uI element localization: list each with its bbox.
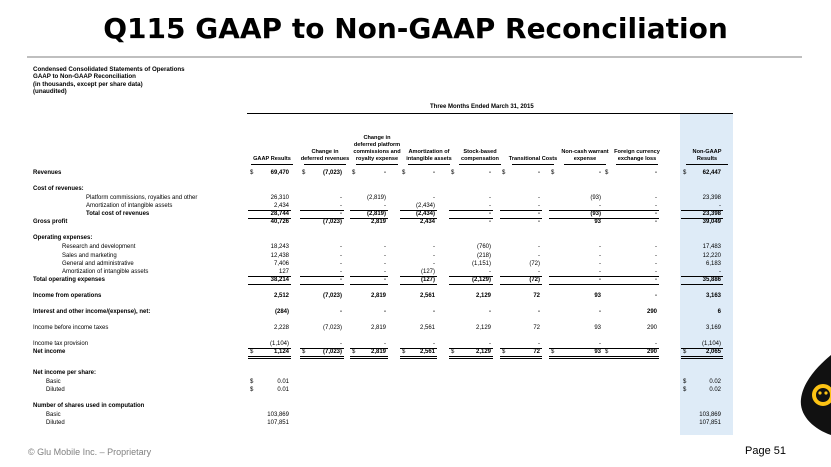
table-cell: - [384, 244, 386, 250]
dollar-sign: $ [451, 170, 455, 176]
double-underline [681, 356, 723, 359]
row-label: Interest and other income/(expense), net: [33, 309, 151, 315]
underline [500, 218, 542, 219]
dollar-sign: $ [250, 349, 254, 355]
table-cell: - [340, 261, 342, 267]
table-cell: - [599, 253, 601, 259]
table-cell: - [489, 170, 491, 176]
table-cell: - [433, 195, 435, 201]
row-label: Sales and marketing [62, 253, 117, 259]
table-cell: - [489, 219, 491, 225]
table-cell: - [538, 195, 540, 201]
dollar-sign: $ [683, 387, 687, 393]
footer-copyright: © Glu Mobile Inc. – Proprietary [28, 447, 152, 457]
table-cell: - [538, 309, 540, 315]
table-cell: - [599, 203, 601, 209]
underline [603, 210, 659, 211]
table-cell: - [340, 277, 342, 283]
table-cell: (127) [420, 277, 435, 283]
statement-heading-line: Condensed Consolidated Statements of Operations [33, 66, 185, 73]
table-cell: (7,023) [322, 325, 342, 331]
table-cell: - [538, 170, 540, 176]
row-label: Net income [33, 349, 66, 355]
double-underline [500, 356, 542, 359]
table-cell: - [655, 195, 657, 201]
row-label: Revenues [33, 170, 62, 176]
table-cell: - [433, 244, 435, 250]
table-cell: (760) [476, 244, 491, 250]
non-gaap-value: 107,851 [699, 420, 721, 426]
table-cell: 72 [533, 349, 540, 355]
underline [449, 210, 493, 211]
table-cell: - [655, 244, 657, 250]
table-cell: 40,726 [270, 219, 289, 225]
dollar-sign: $ [605, 349, 609, 355]
table-cell: 26,310 [270, 195, 289, 201]
dollar-sign: $ [250, 170, 254, 176]
table-cell: 12,220 [702, 253, 721, 259]
table-cell: 23,398 [702, 211, 721, 217]
table-cell: - [655, 269, 657, 275]
dollar-sign: $ [502, 170, 506, 176]
table-cell: 3,169 [705, 325, 721, 331]
table-cell: 6 [717, 309, 721, 315]
table-cell: (284) [274, 309, 289, 315]
dollar-sign: $ [605, 170, 609, 176]
underline [681, 284, 723, 285]
table-cell: - [489, 309, 491, 315]
table-cell: - [384, 253, 386, 259]
table-cell: - [599, 277, 601, 283]
row-label: Cost of revenues: [33, 186, 84, 192]
column-header-rule [459, 164, 501, 165]
table-cell: - [433, 170, 435, 176]
underline [449, 218, 493, 219]
double-underline [400, 356, 437, 359]
table-cell: (2,434) [415, 203, 435, 209]
dollar-sign: $ [302, 170, 306, 176]
table-cell: - [489, 341, 491, 347]
dollar-sign: $ [683, 349, 687, 355]
table-cell: 2,129 [475, 325, 491, 331]
table-cell: - [340, 269, 342, 275]
glu-logo-icon [795, 355, 831, 435]
table-cell: - [655, 261, 657, 267]
table-cell: - [384, 261, 386, 267]
gaap-value: 103,869 [267, 412, 289, 418]
table-cell: 93 [594, 293, 601, 299]
underline [500, 210, 542, 211]
table-cell: 290 [646, 349, 657, 355]
underline [449, 348, 493, 349]
table-cell: - [538, 203, 540, 209]
table-cell: - [489, 211, 491, 217]
column-header-rule [304, 164, 346, 165]
table-cell: - [433, 253, 435, 259]
table-cell: - [655, 341, 657, 347]
double-underline [350, 356, 388, 359]
non-gaap-value: 0.02 [709, 387, 721, 393]
table-cell: (7,023) [322, 293, 342, 299]
table-cell: 62,447 [702, 170, 721, 176]
underline [248, 348, 291, 349]
column-header-rule [512, 164, 554, 165]
gaap-value: 0.01 [277, 387, 289, 393]
table-cell: 1,124 [273, 349, 289, 355]
table-cell: - [655, 253, 657, 259]
table-cell: (1,104) [269, 341, 289, 347]
table-cell: (7,023) [322, 349, 342, 355]
table-cell: 3,163 [705, 293, 721, 299]
table-cell: - [340, 203, 342, 209]
table-cell: 2,561 [419, 325, 435, 331]
gaap-value: 0.01 [277, 379, 289, 385]
underline [603, 218, 659, 219]
column-header-rule [686, 164, 728, 165]
row-label: Total cost of revenues [86, 211, 150, 217]
table-cell: - [538, 253, 540, 259]
table-cell: (72) [529, 277, 540, 283]
table-cell: - [433, 341, 435, 347]
table-cell: - [599, 170, 601, 176]
table-cell: - [655, 203, 657, 209]
table-cell: - [719, 203, 721, 209]
dollar-sign: $ [551, 170, 555, 176]
table-cell: (2,819) [366, 211, 386, 217]
table-cell: (127) [420, 269, 435, 275]
dollar-sign: $ [250, 387, 254, 393]
table-cell: - [538, 269, 540, 275]
row-label: General and administrative [62, 261, 134, 267]
dollar-sign: $ [451, 349, 455, 355]
table-cell: 93 [594, 219, 601, 225]
table-cell: 17,483 [702, 244, 721, 250]
table-cell: 69,470 [270, 170, 289, 176]
table-cell: (7,023) [322, 170, 342, 176]
double-underline [603, 356, 659, 359]
underline [500, 284, 542, 285]
row-label: Net income per share: [33, 370, 97, 376]
underline [248, 284, 291, 285]
table-cell: - [655, 277, 657, 283]
row-label: Operating expenses: [33, 235, 93, 241]
column-header-rule [356, 164, 398, 165]
table-cell: - [655, 211, 657, 217]
statement-heading-line: (in thousands, except per share data) [33, 80, 143, 88]
column-header: Non-GAAP Results [692, 149, 722, 162]
underline [681, 348, 723, 349]
underline [449, 284, 493, 285]
non-gaap-value: 0.02 [709, 379, 721, 385]
double-underline [300, 356, 344, 359]
table-cell: 72 [533, 293, 540, 299]
column-header: Stock-based compensation [461, 149, 499, 162]
table-cell: - [340, 341, 342, 347]
table-cell: - [599, 269, 601, 275]
statement-heading [33, 66, 185, 96]
table-cell: 23,398 [702, 195, 721, 201]
underline [603, 284, 659, 285]
table-cell: - [538, 341, 540, 347]
table-cell: 72 [533, 325, 540, 331]
table-cell: (1,104) [701, 341, 721, 347]
row-label: Income from operations [33, 293, 102, 299]
table-cell: 2,819 [370, 325, 386, 331]
table-cell: 2,819 [370, 293, 386, 299]
table-cell: - [340, 211, 342, 217]
table-cell: - [489, 269, 491, 275]
table-cell: 2,819 [370, 219, 386, 225]
table-cell: 2,228 [273, 325, 289, 331]
underline [300, 276, 344, 277]
double-underline [549, 356, 603, 359]
table-cell: 35,886 [702, 277, 721, 283]
dollar-sign: $ [683, 379, 687, 385]
slide-title: Q115 GAAP to Non-GAAP Reconciliation [103, 12, 728, 45]
table-cell: - [655, 293, 657, 299]
column-header: Foreign currency exchange loss [614, 149, 660, 162]
dollar-sign: $ [551, 349, 555, 355]
table-cell: 2,129 [475, 293, 491, 299]
table-cell: - [340, 309, 342, 315]
table-cell: 93 [594, 349, 601, 355]
row-label: Basic [46, 379, 61, 385]
table-cell: 2,129 [475, 349, 491, 355]
column-header: Change in deferred revenues [300, 149, 350, 162]
row-label: Diluted [46, 420, 65, 426]
column-header-rule [408, 164, 450, 165]
underline [549, 284, 603, 285]
underline [300, 348, 344, 349]
gaap-value: 107,851 [267, 420, 289, 426]
table-cell: 2,512 [273, 293, 289, 299]
table-cell: 12,438 [270, 253, 289, 259]
table-cell: - [340, 195, 342, 201]
underline [603, 348, 659, 349]
dollar-sign: $ [402, 170, 406, 176]
table-cell: - [433, 261, 435, 267]
dollar-sign: $ [250, 379, 254, 385]
column-header: Non-cash warrant expense [561, 149, 609, 162]
table-cell: (2,819) [366, 195, 386, 201]
table-cell: - [489, 203, 491, 209]
table-cell: - [538, 211, 540, 217]
table-cell: - [655, 170, 657, 176]
dollar-sign: $ [302, 349, 306, 355]
table-cell: (7,023) [322, 219, 342, 225]
row-label: Diluted [46, 387, 65, 393]
row-label: Income before income taxes [33, 325, 109, 331]
column-header-rule [616, 164, 658, 165]
table-cell: 2,819 [370, 349, 386, 355]
column-header: Change in deferred platform commissions and royalty expense [353, 135, 401, 162]
table-cell: 93 [594, 325, 601, 331]
table-cell: 28,744 [270, 211, 289, 217]
column-header: Amortization of intangible assets [406, 149, 452, 162]
underline [350, 276, 388, 277]
table-cell: 6,183 [705, 261, 721, 267]
column-header-rule [251, 164, 293, 165]
table-cell: - [538, 219, 540, 225]
table-cell: 2,065 [705, 349, 721, 355]
row-label: Basic [46, 412, 61, 418]
table-cell: - [599, 309, 601, 315]
underline [400, 284, 437, 285]
table-cell: (93) [590, 211, 601, 217]
table-cell: 2,434 [419, 219, 435, 225]
row-label: Platform commissions, royalties and other [86, 195, 198, 201]
underline [300, 284, 344, 285]
underline [350, 348, 388, 349]
table-cell: - [719, 269, 721, 275]
table-cell: 127 [278, 269, 289, 275]
table-cell: - [489, 195, 491, 201]
column-header: GAAP Results [253, 156, 291, 162]
table-cell: 38,214 [270, 277, 289, 283]
underline [549, 348, 603, 349]
row-label: Amortization of intangible assets [86, 203, 173, 209]
table-cell: 290 [646, 325, 657, 331]
double-underline [449, 356, 493, 359]
period-rule [247, 113, 733, 114]
table-cell: - [538, 244, 540, 250]
table-cell: - [655, 219, 657, 225]
table-cell: - [384, 203, 386, 209]
table-cell: - [384, 277, 386, 283]
table-cell: - [384, 341, 386, 347]
underline [549, 276, 603, 277]
table-cell: - [340, 244, 342, 250]
row-label: Amortization of intangible assets [62, 269, 149, 275]
page-number: Page 51 [745, 445, 786, 457]
table-cell: (218) [476, 253, 491, 259]
table-cell: - [433, 309, 435, 315]
statement-heading-line: (unaudited) [33, 88, 67, 96]
logo-dot [818, 391, 821, 394]
table-cell: 2,434 [273, 203, 289, 209]
table-cell: 7,406 [273, 261, 289, 267]
table-cell: 2,561 [419, 293, 435, 299]
row-label: Total operating expenses [33, 277, 105, 283]
double-underline [248, 356, 291, 359]
row-label: Income tax provision [33, 341, 89, 347]
column-header-rule [564, 164, 606, 165]
table-cell: (2,129) [471, 277, 491, 283]
dollar-sign: $ [683, 170, 687, 176]
table-cell: - [384, 170, 386, 176]
non-gaap-value: 103,869 [699, 412, 721, 418]
table-cell: - [384, 269, 386, 275]
statement-heading-line: GAAP to Non-GAAP Reconciliation [33, 73, 136, 81]
underline [350, 284, 388, 285]
table-cell: - [599, 244, 601, 250]
dollar-sign: $ [402, 349, 406, 355]
table-cell: - [599, 341, 601, 347]
dollar-sign: $ [502, 349, 506, 355]
title-divider [27, 56, 802, 58]
row-label: Research and development [62, 244, 136, 250]
dollar-sign: $ [352, 349, 356, 355]
table-cell: (2,434) [415, 211, 435, 217]
table-cell: (72) [529, 261, 540, 267]
row-label: Gross profit [33, 219, 68, 225]
table-cell: - [599, 261, 601, 267]
table-cell: (1,151) [471, 261, 491, 267]
period-header: Three Months Ended March 31, 2015 [430, 104, 534, 110]
table-cell: 290 [646, 309, 657, 315]
table-cell: 2,561 [419, 349, 435, 355]
column-header: Transitional Costs [508, 156, 558, 162]
underline [400, 348, 437, 349]
table-cell: (93) [590, 195, 601, 201]
row-label: Number of shares used in computation [33, 403, 145, 409]
table-cell: - [384, 309, 386, 315]
underline [603, 276, 659, 277]
logo-dot [824, 391, 827, 394]
table-cell: 18,243 [270, 244, 289, 250]
dollar-sign: $ [352, 170, 356, 176]
table-cell: - [340, 253, 342, 259]
underline [500, 348, 542, 349]
table-cell: 39,049 [702, 219, 721, 225]
underline [300, 210, 344, 211]
